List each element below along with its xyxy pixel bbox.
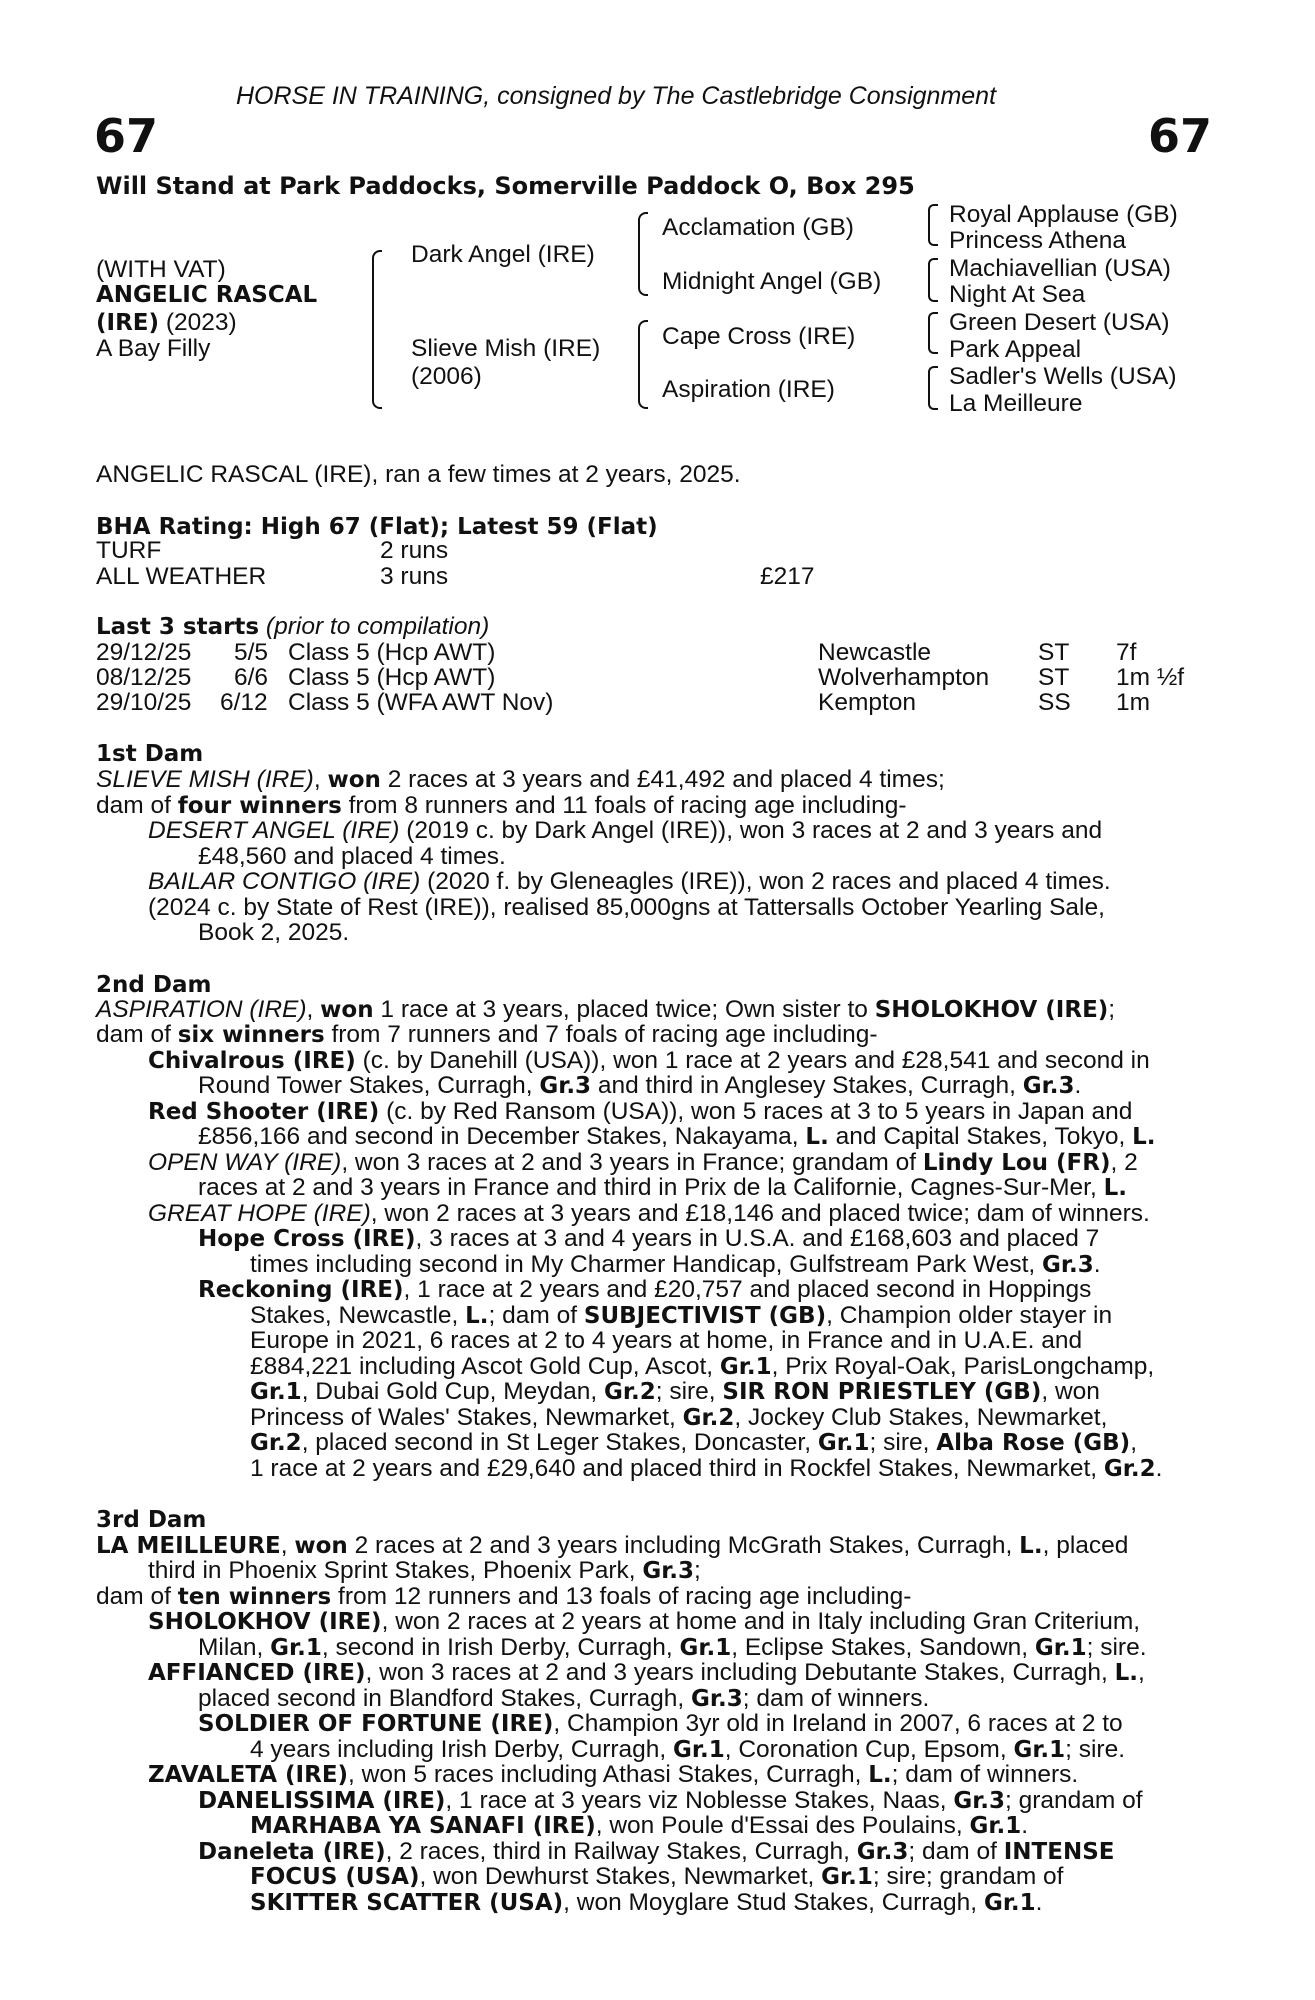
dam-year: (2006) bbox=[411, 363, 482, 390]
grandparent-2: Princess Athena bbox=[949, 227, 1127, 254]
text: , placed second in St Leger Stakes, Doncaster, bbox=[301, 1429, 818, 1456]
third-dam-line bbox=[198, 1788, 1143, 1814]
grade: Gr.1 bbox=[821, 1864, 873, 1890]
horse-year: (2023) bbox=[159, 309, 237, 336]
text: ; sire, bbox=[655, 1378, 723, 1405]
grade: L. bbox=[1132, 1124, 1156, 1150]
text: 1 race at 3 years, placed twice; Own sister to bbox=[373, 996, 875, 1023]
first-dam-heading: 1st Dam bbox=[96, 741, 204, 767]
first-dam-line: £48,560 and placed 4 times. bbox=[198, 843, 506, 870]
second-dam-line bbox=[148, 1201, 1150, 1227]
descendant-name: Alba Rose (GB) bbox=[936, 1430, 1131, 1456]
text: , won Dewhurst Stakes, Newmarket, bbox=[419, 1863, 822, 1890]
start-position: 6/12 bbox=[220, 689, 268, 716]
start-date: 29/12/25 bbox=[96, 639, 192, 666]
grade: L. bbox=[465, 1303, 489, 1329]
offspring-name: OPEN WAY (IRE) bbox=[148, 1149, 342, 1176]
text: , Eclipse Stakes, Sandown, bbox=[731, 1634, 1035, 1661]
first-dam-line bbox=[148, 818, 1102, 844]
text: races at 2 and 3 years in France and third in Prix de la Californie, Cagnes-Sur-Mer, bbox=[198, 1174, 1104, 1201]
third-dam-line bbox=[148, 1660, 1145, 1686]
grandparent-7: Sadler's Wells (USA) bbox=[949, 363, 1177, 390]
second-dam-line: Europe in 2021, 6 races at 2 to 4 years at home, in France and in U.A.E. and bbox=[250, 1327, 1083, 1354]
descendant-name: DANELISSIMA (IRE) bbox=[198, 1788, 446, 1814]
dam-dam: Aspiration (IRE) bbox=[662, 376, 835, 403]
text: 2 races at 3 years and £41,492 and placed 4 times; bbox=[380, 766, 945, 793]
grade: Gr.2 bbox=[1103, 1456, 1156, 1482]
last-starts-note: (prior to compilation) bbox=[259, 613, 490, 640]
winners-count: six winners bbox=[177, 1022, 325, 1048]
text: , Champion 3yr old in Ireland in 2007, 6 races at 2 to bbox=[553, 1710, 1123, 1737]
text: ; dam of winners. bbox=[891, 1761, 1079, 1788]
start-going: SS bbox=[1038, 689, 1071, 716]
sire-sire: Acclamation (GB) bbox=[662, 214, 854, 241]
grade: Gr.2 bbox=[250, 1430, 302, 1456]
third-dam-heading: 3rd Dam bbox=[96, 1507, 207, 1533]
text: Stakes, Newcastle, bbox=[250, 1302, 466, 1329]
page-title: HORSE IN TRAINING, consigned by The Castlebridge Consignment bbox=[236, 82, 997, 110]
third-dam-line bbox=[148, 1558, 701, 1584]
offspring-name: Red Shooter (IRE) bbox=[148, 1099, 380, 1125]
text: ; sire. bbox=[1065, 1736, 1126, 1763]
grade: Gr.3 bbox=[691, 1686, 743, 1712]
start-date: 08/12/25 bbox=[96, 664, 192, 691]
text: , won 2 races at 3 years and £18,146 and placed twice; dam of winners. bbox=[370, 1200, 1150, 1227]
g-brace-2 bbox=[928, 258, 938, 302]
text: 1 race at 2 years and £29,640 and placed third in Rockfel Stakes, Newmarket, bbox=[250, 1455, 1104, 1482]
grandparent-5: Green Desert (USA) bbox=[949, 309, 1170, 336]
text: , won Poule d'Essai des Poulains, bbox=[595, 1812, 970, 1839]
pedigree-brace bbox=[372, 250, 382, 409]
text: Round Tower Stakes, Curragh, bbox=[198, 1072, 540, 1099]
text: , won 3 races at 2 and 3 years in France; grandam of bbox=[341, 1149, 923, 1176]
first-dam-line: Book 2, 2025. bbox=[198, 919, 350, 946]
second-dam-line bbox=[148, 1048, 1150, 1074]
dam-brace bbox=[638, 320, 648, 409]
first-dam-line bbox=[148, 869, 1111, 895]
grade: L. bbox=[868, 1762, 892, 1788]
grandparent-1: Royal Applause (GB) bbox=[949, 201, 1178, 228]
vat-note: (WITH VAT) bbox=[96, 256, 226, 283]
third-dam-line bbox=[250, 1737, 1125, 1763]
grade: Gr.3 bbox=[1042, 1252, 1094, 1278]
dam-name: SLIEVE MISH (IRE) bbox=[96, 766, 314, 793]
rating-surface-aw: ALL WEATHER bbox=[96, 563, 267, 590]
third-dam-line bbox=[148, 1609, 1140, 1635]
horse-description: A Bay Filly bbox=[96, 335, 211, 362]
last-starts-title: Last 3 starts bbox=[96, 614, 260, 640]
text: from 8 runners and 11 foals of racing age including- bbox=[341, 792, 907, 819]
second-dam-line bbox=[198, 1226, 1099, 1252]
grade: Gr.1 bbox=[1034, 1635, 1087, 1661]
grandparent-6: Park Appeal bbox=[949, 336, 1082, 363]
descendant-name: Reckoning (IRE) bbox=[198, 1277, 404, 1303]
text: , placed bbox=[1042, 1532, 1129, 1559]
text: 4 years including Irish Derby, Curragh, bbox=[250, 1736, 674, 1763]
text: . bbox=[1074, 1072, 1082, 1099]
second-dam-line bbox=[148, 1099, 1132, 1125]
text: ; dam of bbox=[908, 1838, 1004, 1865]
grade: Gr.2 bbox=[682, 1405, 735, 1431]
second-dam-line bbox=[250, 1405, 1107, 1431]
text: (c. by Danehill (USA)), won 1 race at 2 years and £28,541 and second in bbox=[355, 1047, 1150, 1074]
rating-runs-turf: 2 runs bbox=[380, 537, 449, 564]
descendant-name: SIR RON PRIESTLEY (GB) bbox=[722, 1379, 1042, 1405]
offspring-name: ZAVALETA (IRE) bbox=[148, 1762, 349, 1788]
text: , bbox=[1137, 1659, 1145, 1686]
text: ; bbox=[694, 1557, 701, 1584]
horse-origin: (IRE) bbox=[96, 310, 160, 336]
text: , second in Irish Derby, Curragh, bbox=[321, 1634, 680, 1661]
descendant-name: FOCUS (USA) bbox=[250, 1864, 420, 1890]
winners-count: four winners bbox=[177, 793, 342, 819]
grade: L. bbox=[1103, 1175, 1127, 1201]
text: . bbox=[1093, 1251, 1101, 1278]
third-dam-line bbox=[198, 1635, 1147, 1661]
second-dam-line bbox=[250, 1379, 1100, 1405]
text: , bbox=[280, 1532, 295, 1559]
text: . bbox=[1021, 1812, 1029, 1839]
second-dam-line bbox=[96, 1022, 878, 1048]
text: , won bbox=[1041, 1378, 1100, 1405]
text: , Coronation Cup, Epsom, bbox=[724, 1736, 1014, 1763]
text: , 1 race at 3 years viz Noblesse Stakes, Naas, bbox=[445, 1787, 954, 1814]
start-going: ST bbox=[1038, 639, 1070, 666]
second-dam-line bbox=[96, 997, 1115, 1023]
text: . bbox=[1035, 1889, 1043, 1916]
sire-dam: Midnight Angel (GB) bbox=[662, 268, 882, 295]
text: , Champion older stayer in bbox=[826, 1302, 1113, 1329]
descendant-name: SKITTER SCATTER (USA) bbox=[250, 1890, 564, 1916]
dam-sire: Cape Cross (IRE) bbox=[662, 323, 856, 350]
second-dam-line bbox=[250, 1303, 1112, 1329]
start-course: Kempton bbox=[818, 689, 917, 716]
text: third in Phoenix Sprint Stakes, Phoenix Park, bbox=[148, 1557, 643, 1584]
text: , 1 race at 2 years and £20,757 and placed second in Hoppings bbox=[403, 1276, 1092, 1303]
start-race: Class 5 (Hcp AWT) bbox=[288, 664, 496, 691]
start-distance: 1m ½f bbox=[1116, 664, 1185, 691]
text: , bbox=[1130, 1429, 1137, 1456]
text: dam of bbox=[96, 792, 178, 819]
start-position: 6/6 bbox=[234, 664, 269, 691]
start-date: 29/10/25 bbox=[96, 689, 192, 716]
sibling-name: SHOLOKHOV (IRE) bbox=[874, 997, 1109, 1023]
grade: Gr.1 bbox=[679, 1635, 732, 1661]
lot-number-right: 67 bbox=[1148, 109, 1213, 163]
start-course: Newcastle bbox=[818, 639, 932, 666]
grade: L. bbox=[1114, 1660, 1138, 1686]
grade: Gr.1 bbox=[969, 1813, 1022, 1839]
text: 2 races at 2 and 3 years including McGrath Stakes, Curragh, bbox=[347, 1532, 1020, 1559]
grade: Gr.3 bbox=[539, 1073, 592, 1099]
descendant-name: Hope Cross (IRE) bbox=[198, 1226, 416, 1252]
horse-name: ANGELIC RASCAL bbox=[96, 282, 318, 308]
descendant-name: INTENSE bbox=[1003, 1839, 1115, 1865]
g-brace-1 bbox=[928, 204, 938, 246]
grade: L. bbox=[805, 1124, 829, 1150]
text: , 2 races, third in Railway Stakes, Curragh, bbox=[385, 1838, 857, 1865]
text: , won 5 races including Athasi Stakes, Curragh, bbox=[348, 1761, 869, 1788]
text: Milan, bbox=[198, 1634, 271, 1661]
grandparent-8: La Meilleure bbox=[949, 390, 1083, 417]
descendant-name: Lindy Lou (FR) bbox=[922, 1150, 1111, 1176]
winners-count: ten winners bbox=[177, 1584, 332, 1610]
won: won bbox=[327, 767, 381, 793]
text: , bbox=[313, 766, 328, 793]
text: , 2 bbox=[1110, 1149, 1138, 1176]
text: , Dubai Gold Cup, Meydan, bbox=[301, 1378, 605, 1405]
text: from 7 runners and 7 foals of racing age including- bbox=[324, 1021, 878, 1048]
descendant-name: SUBJECTIVIST (GB) bbox=[583, 1303, 827, 1329]
bha-rating: BHA Rating: High 67 (Flat); Latest 59 (Flat) bbox=[96, 514, 658, 540]
grade: Gr.1 bbox=[1013, 1737, 1066, 1763]
offspring-name: BAILAR CONTIGO (IRE) bbox=[148, 868, 421, 895]
text: ; dam of winners. bbox=[742, 1685, 930, 1712]
lot-number-left: 67 bbox=[94, 109, 159, 163]
start-position: 5/5 bbox=[234, 639, 269, 666]
text: , won Moyglare Stud Stakes, Curragh, bbox=[563, 1889, 984, 1916]
horse-origin-year bbox=[96, 310, 237, 336]
second-dam-line bbox=[198, 1073, 1081, 1099]
second-dam-line bbox=[198, 1124, 1155, 1150]
grandparent-3: Machiavellian (USA) bbox=[949, 255, 1171, 282]
start-race: Class 5 (WFA AWT Nov) bbox=[288, 689, 554, 716]
first-dam-line bbox=[96, 793, 907, 819]
won: won bbox=[320, 997, 374, 1023]
start-race: Class 5 (Hcp AWT) bbox=[288, 639, 496, 666]
text: placed second in Blandford Stakes, Curragh, bbox=[198, 1685, 692, 1712]
start-course: Wolverhampton bbox=[818, 664, 990, 691]
third-dam-line bbox=[250, 1890, 1042, 1916]
second-dam-line bbox=[250, 1430, 1137, 1456]
text: , Prix Royal-Oak, ParisLongchamp, bbox=[771, 1353, 1155, 1380]
race-summary: ANGELIC RASCAL (IRE), ran a few times at 2 years, 2025. bbox=[96, 461, 741, 488]
grade: Gr.1 bbox=[983, 1890, 1036, 1916]
first-dam-line bbox=[96, 767, 945, 793]
stand-location: Will Stand at Park Paddocks, Somerville Paddock O, Box 295 bbox=[96, 172, 915, 200]
grade: Gr.1 bbox=[673, 1737, 725, 1763]
text: £856,166 and second in December Stakes, Nakayama, bbox=[198, 1123, 806, 1150]
third-dam-line bbox=[198, 1711, 1123, 1737]
second-dam-line bbox=[250, 1354, 1154, 1380]
second-dam-line bbox=[250, 1252, 1101, 1278]
g-brace-4 bbox=[928, 366, 938, 410]
offspring-name: DESERT ANGEL (IRE) bbox=[148, 817, 400, 844]
dam-name: LA MEILLEURE bbox=[96, 1533, 281, 1559]
text: times including second in My Charmer Handicap, Gulfstream Park West, bbox=[250, 1251, 1043, 1278]
descendant-name: SOLDIER OF FORTUNE (IRE) bbox=[198, 1711, 554, 1737]
text: £884,221 including Ascot Gold Cup, Ascot, bbox=[250, 1353, 720, 1380]
text: ; grandam of bbox=[1005, 1787, 1143, 1814]
text: , 3 races at 3 and 4 years in U.S.A. and £168,603 and placed 7 bbox=[415, 1225, 1100, 1252]
third-dam-line bbox=[250, 1864, 1063, 1890]
rating-prize-aw: £217 bbox=[760, 563, 815, 590]
descendant-name: MARHABA YA SANAFI (IRE) bbox=[250, 1813, 596, 1839]
text: ; sire. bbox=[1086, 1634, 1147, 1661]
text: (c. by Red Ransom (USA)), won 5 races at 3 to 5 years in Japan and bbox=[379, 1098, 1133, 1125]
grade: Gr.2 bbox=[604, 1379, 656, 1405]
offspring-name: GREAT HOPE (IRE) bbox=[148, 1200, 371, 1227]
second-dam-line bbox=[250, 1456, 1162, 1482]
text: and third in Anglesey Stakes, Curragh, bbox=[591, 1072, 1023, 1099]
text: and Capital Stakes, Tokyo, bbox=[828, 1123, 1133, 1150]
grade: Gr.3 bbox=[953, 1788, 1006, 1814]
text: ; dam of bbox=[488, 1302, 584, 1329]
rating-surface-turf: TURF bbox=[96, 537, 162, 564]
grade: Gr.1 bbox=[250, 1379, 302, 1405]
dam: Slieve Mish (IRE) bbox=[411, 335, 601, 362]
third-dam-line bbox=[96, 1584, 911, 1610]
second-dam-line bbox=[148, 1150, 1138, 1176]
grade: Gr.3 bbox=[1022, 1073, 1075, 1099]
text: ; bbox=[1108, 996, 1116, 1023]
sire-brace bbox=[638, 212, 648, 296]
text: , won 2 races at 2 years at home and in Italy including Gran Criterium, bbox=[381, 1608, 1141, 1635]
grade: L. bbox=[1019, 1533, 1043, 1559]
third-dam-line bbox=[96, 1533, 1128, 1559]
second-dam-line bbox=[198, 1277, 1091, 1303]
second-dam-line bbox=[198, 1175, 1127, 1201]
text: dam of bbox=[96, 1583, 178, 1610]
rating-runs-aw: 3 runs bbox=[380, 563, 449, 590]
won: won bbox=[294, 1533, 348, 1559]
text: Princess of Wales' Stakes, Newmarket, bbox=[250, 1404, 683, 1431]
grade: Gr.1 bbox=[270, 1635, 322, 1661]
start-distance: 7f bbox=[1116, 639, 1137, 666]
g-brace-3 bbox=[928, 312, 938, 354]
text: (2019 c. by Dark Angel (IRE)), won 3 races at 2 and 3 years and bbox=[399, 817, 1103, 844]
offspring-name: Chivalrous (IRE) bbox=[148, 1048, 356, 1074]
text: , won 3 races at 2 and 3 years including Debutante Stakes, Curragh, bbox=[365, 1659, 1115, 1686]
text: , Jockey Club Stakes, Newmarket, bbox=[734, 1404, 1108, 1431]
sire: Dark Angel (IRE) bbox=[411, 241, 595, 268]
text: (2020 f. by Gleneagles (IRE)), won 2 races and placed 4 times. bbox=[420, 868, 1111, 895]
text: ; sire, bbox=[869, 1429, 937, 1456]
grandparent-4: Night At Sea bbox=[949, 281, 1086, 308]
third-dam-line bbox=[250, 1813, 1028, 1839]
start-going: ST bbox=[1038, 664, 1070, 691]
offspring-name: AFFIANCED (IRE) bbox=[148, 1660, 366, 1686]
grade: Gr.3 bbox=[856, 1839, 909, 1865]
descendant-name: Daneleta (IRE) bbox=[198, 1839, 386, 1865]
third-dam-line bbox=[148, 1762, 1078, 1788]
text: ; sire; grandam of bbox=[872, 1863, 1064, 1890]
grade: Gr.1 bbox=[719, 1354, 772, 1380]
start-distance: 1m bbox=[1116, 689, 1151, 716]
text: dam of bbox=[96, 1021, 178, 1048]
last-starts-heading bbox=[96, 614, 489, 640]
text: from 12 runners and 13 foals of racing age including- bbox=[331, 1583, 912, 1610]
dam-name: ASPIRATION (IRE) bbox=[96, 996, 307, 1023]
text: . bbox=[1155, 1455, 1163, 1482]
grade: Gr.3 bbox=[642, 1558, 695, 1584]
second-dam-heading: 2nd Dam bbox=[96, 972, 212, 998]
third-dam-line bbox=[198, 1686, 929, 1712]
first-dam-line: (2024 c. by State of Rest (IRE)), realised 85,000gns at Tattersalls October Yearling Sale, bbox=[148, 894, 1105, 921]
third-dam-line bbox=[198, 1839, 1114, 1865]
offspring-name: SHOLOKHOV (IRE) bbox=[148, 1609, 382, 1635]
text: , bbox=[306, 996, 321, 1023]
grade: Gr.1 bbox=[817, 1430, 870, 1456]
